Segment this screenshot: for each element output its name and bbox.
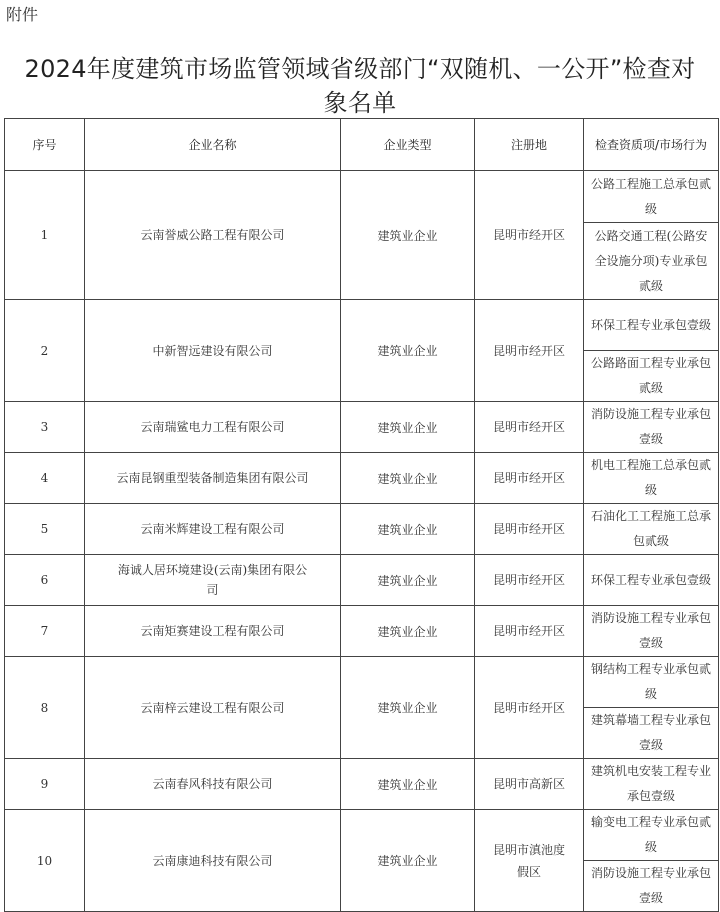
table-header-row: [5, 119, 719, 171]
row-number: 7: [5, 606, 85, 657]
qualification-item: 环保工程专业承包壹级: [584, 300, 719, 351]
company-type: 建筑业企业: [341, 759, 475, 810]
qualification-item: 公路交通工程(公路安全设施分项)专业承包贰级: [584, 223, 719, 300]
table-row: [5, 504, 719, 555]
company-name: 海诚人居环境建设(云南)集团有限公司: [85, 555, 341, 606]
row-number: 2: [5, 300, 85, 402]
company-name: 中新智远建设有限公司: [85, 300, 341, 402]
company-type: 建筑业企业: [341, 171, 475, 300]
company-type: 建筑业企业: [341, 504, 475, 555]
table-row: [5, 300, 719, 351]
qualification-item: 消防设施工程专业承包壹级: [584, 861, 719, 912]
registration-place: 昆明市经开区: [475, 657, 584, 759]
company-type: 建筑业企业: [341, 300, 475, 402]
table-row: [5, 402, 719, 453]
qualification-item: 机电工程施工总承包贰级: [584, 453, 719, 504]
row-number: 3: [5, 402, 85, 453]
attachment-label: 附件: [6, 5, 39, 24]
registration-place: 昆明市经开区: [475, 402, 584, 453]
table-row: [5, 606, 719, 657]
row-number: 8: [5, 657, 85, 759]
company-name: 云南矩赛建设工程有限公司: [85, 606, 341, 657]
qualification-item: 建筑幕墙工程专业承包壹级: [584, 708, 719, 759]
table-row: [5, 810, 719, 861]
registration-place: 昆明市经开区: [475, 300, 584, 402]
company-name: 云南瑞鲨电力工程有限公司: [85, 402, 341, 453]
company-name: 云南誉威公路工程有限公司: [85, 171, 341, 300]
qualification-item: 钢结构工程专业承包贰级: [584, 657, 719, 708]
registration-place: 昆明市高新区: [475, 759, 584, 810]
table-row: [5, 555, 719, 606]
row-number: 9: [5, 759, 85, 810]
company-type: 建筑业企业: [341, 453, 475, 504]
registration-place: 昆明市经开区: [475, 606, 584, 657]
qualification-item: 建筑机电安装工程专业承包壹级: [584, 759, 719, 810]
table-row: [5, 453, 719, 504]
registration-place: 昆明市经开区: [475, 171, 584, 300]
qualification-item: 输变电工程专业承包贰级: [584, 810, 719, 861]
company-name: 云南春风科技有限公司: [85, 759, 341, 810]
company-name: 云南康迪科技有限公司: [85, 810, 341, 912]
registration-place: 昆明市经开区: [475, 504, 584, 555]
company-name: 云南昆钢重型装备制造集团有限公司: [85, 453, 341, 504]
header-no: 序号: [5, 119, 85, 171]
header-registration: 注册地: [475, 119, 584, 171]
inspection-table: [4, 118, 719, 912]
company-name: 云南梓云建设工程有限公司: [85, 657, 341, 759]
qualification-item: 公路路面工程专业承包贰级: [584, 351, 719, 402]
row-number: 6: [5, 555, 85, 606]
row-number: 5: [5, 504, 85, 555]
qualification-item: 消防设施工程专业承包壹级: [584, 606, 719, 657]
registration-place: 昆明市经开区: [475, 555, 584, 606]
registration-place: 昆明市经开区: [475, 453, 584, 504]
registration-place: 昆明市滇池度假区: [475, 810, 584, 912]
qualification-item: 公路工程施工总承包贰级: [584, 171, 719, 223]
qualification-item: 环保工程专业承包壹级: [584, 555, 719, 606]
row-number: 4: [5, 453, 85, 504]
row-number: 10: [5, 810, 85, 912]
company-type: 建筑业企业: [341, 606, 475, 657]
company-type: 建筑业企业: [341, 810, 475, 912]
document-title: 2024年度建筑市场监管领域省级部门“双随机、一公开”检查对象名单: [24, 55, 696, 117]
row-number: 1: [5, 171, 85, 300]
header-company-name: 企业名称: [85, 119, 341, 171]
table-row: [5, 657, 719, 708]
table-row: [5, 759, 719, 810]
company-type: 建筑业企业: [341, 402, 475, 453]
header-qualification: 检查资质项/市场行为: [584, 119, 719, 171]
company-type: 建筑业企业: [341, 555, 475, 606]
header-company-type: 企业类型: [341, 119, 475, 171]
table-row: [5, 171, 719, 223]
qualification-item: 消防设施工程专业承包壹级: [584, 402, 719, 453]
qualification-item: 石油化工工程施工总承包贰级: [584, 504, 719, 555]
company-type: 建筑业企业: [341, 657, 475, 759]
company-name: 云南米辉建设工程有限公司: [85, 504, 341, 555]
